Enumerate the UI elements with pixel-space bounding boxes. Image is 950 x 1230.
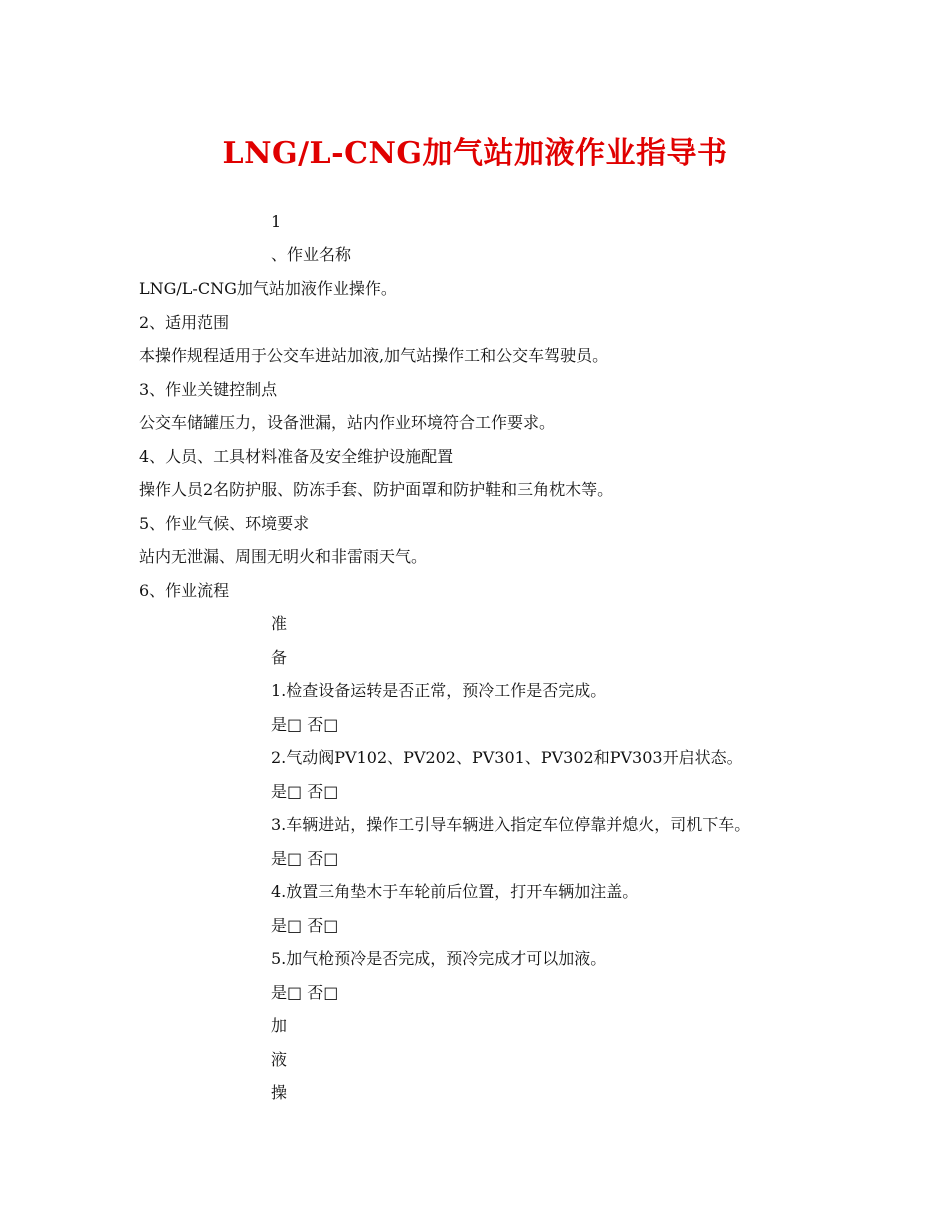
- yes-no-checkbox[interactable]: 是□ 否□: [271, 983, 339, 1002]
- section-heading: 3、作业关键控制点: [139, 380, 278, 399]
- yes-no-checkbox[interactable]: 是□ 否□: [271, 782, 339, 801]
- section-number: 1: [271, 212, 282, 231]
- paragraph: 操作人员2名防护服、防冻手套、防护面罩和防护鞋和三角枕木等。: [139, 480, 614, 499]
- flow-stage-char: 备: [271, 648, 288, 667]
- checklist-item: 5.加气枪预冷是否完成，预冷完成才可以加液。: [271, 949, 607, 968]
- paragraph: 站内无泄漏、周围无明火和非雷雨天气。: [139, 547, 428, 566]
- section-heading: 5、作业气候、环境要求: [139, 514, 310, 533]
- paragraph: 公交车储罐压力，设备泄漏，站内作业环境符合工作要求。: [139, 413, 556, 432]
- flow-stage-char: 液: [271, 1050, 288, 1069]
- yes-no-checkbox[interactable]: 是□ 否□: [271, 849, 339, 868]
- paragraph: 本操作规程适用于公交车进站加液,加气站操作工和公交车驾驶员。: [139, 346, 609, 365]
- checklist-item: 4.放置三角垫木于车轮前后位置，打开车辆加注盖。: [271, 882, 639, 901]
- section-heading: 2、适用范围: [139, 313, 230, 332]
- checklist-item: 1.检查设备运转是否正常，预冷工作是否完成。: [271, 681, 607, 700]
- flow-stage-char: 操: [271, 1083, 288, 1102]
- paragraph: LNG/L-CNG加气站加液作业操作。: [139, 279, 397, 298]
- document-title: LNG/L-CNG加气站加液作业指导书: [222, 136, 728, 171]
- yes-no-checkbox[interactable]: 是□ 否□: [271, 715, 339, 734]
- yes-no-checkbox[interactable]: 是□ 否□: [271, 916, 339, 935]
- flow-stage-char: 准: [271, 614, 288, 633]
- checklist-item: 3.车辆进站，操作工引导车辆进入指定车位停靠并熄火，司机下车。: [271, 815, 751, 834]
- checklist-item: 2.气动阀PV102、PV202、PV301、PV302和PV303开启状态。: [271, 748, 743, 767]
- section-heading: 6、作业流程: [139, 581, 230, 600]
- section-heading: 、作业名称: [271, 245, 352, 264]
- flow-stage-char: 加: [271, 1016, 288, 1035]
- section-heading: 4、人员、工具材料准备及安全维护设施配置: [139, 447, 454, 466]
